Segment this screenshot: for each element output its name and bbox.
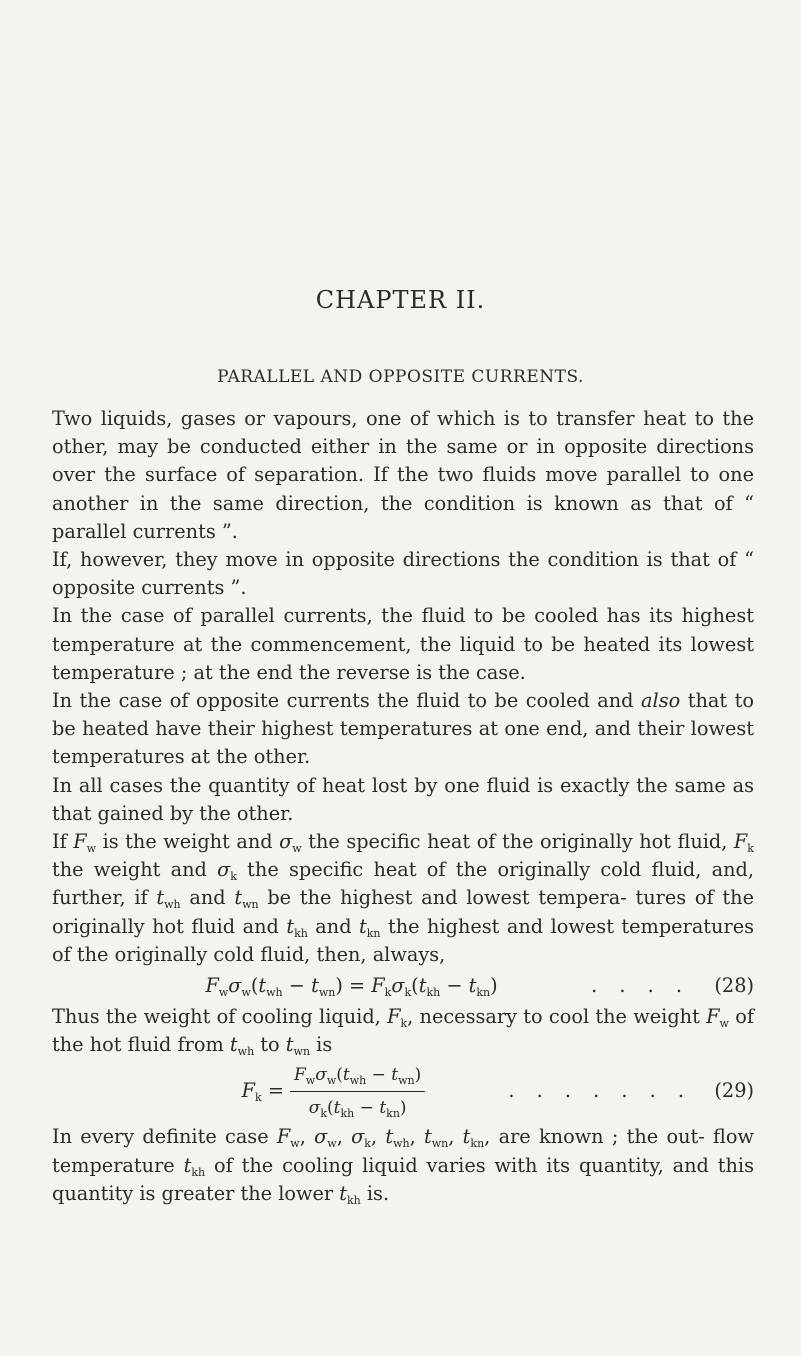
equation-29-fraction — [290, 1061, 425, 1122]
p6-seg: and — [180, 886, 235, 910]
p7-seg: of the hot fluid from — [52, 1005, 754, 1057]
p6-seg: and — [307, 914, 360, 938]
equation-28-dots: . . . . — [591, 973, 690, 997]
p7-seg: , necessary to cool the weight — [407, 1005, 707, 1029]
paragraph-6: If $F_w$ is the weight and $\sigma_w$ the specific heat of the originally hot fluid, $F_k$ the weight and $\sigma_k$ the specific heat of the originally cold fluid, and, further, if $t_{wh}$ and $t_{wn}$ be the highest and lowest tempera- tures of the originally hot fluid and $t_{kh}$ and $t_{kn}$ the highest and lowest temperatures of the originally cold fluid, then, always, — [52, 830, 755, 966]
p8-seg: In every definite case — [52, 1125, 277, 1149]
paragraph-4-text-b: that to be heated have their highest temperatures at one end, and their lowest temperatures at the other. — [52, 689, 754, 769]
equation-29-number: (29) — [714, 1079, 754, 1103]
equation-28-formula: $F_w\sigma_w(t_{wh} - t_{wn}) = F_k\sigma_k(t_{kh} - t_{kn})$ — [205, 973, 498, 999]
p7-seg: to — [254, 1033, 286, 1057]
p7-seg: Thus the weight of cooling liquid, — [52, 1005, 388, 1029]
equation-28 — [52, 969, 754, 1003]
section-title: PARALLEL AND OPPOSITE CURRENTS. — [217, 367, 584, 387]
paragraph-5-text: In all cases the quantity of heat lost by one fluid is exactly the same as that gained by the other. — [52, 773, 754, 825]
p8-seg: is. — [360, 1181, 390, 1205]
p6-seg: the highest and lowest temperatures of the originally cold fluid, then, always, — [52, 914, 754, 966]
equation-28-number: (28) — [714, 973, 754, 997]
equation-29-denominator: $\sigma_k(t_{kh} - t_{kn})$ — [308, 1097, 407, 1120]
paragraph-4-text-a: In the case of opposite currents the fluid to be cooled and — [52, 689, 642, 713]
p6-seg: be the highest and lowest tempera- tures of the originally hot fluid and — [52, 886, 754, 938]
paragraph-2-text: If, however, they move in opposite directions the condition is that of “ opposite currents ”. — [52, 548, 754, 600]
p7-seg: is — [310, 1033, 333, 1057]
paragraph-4-emphasis: also — [641, 689, 681, 713]
paragraph-3-text: In the case of parallel currents, the fluid to be cooled has its highest temperature at the commencement, the liquid to be heated its lowest temperature ; at the end the reverse is the case. — [52, 604, 754, 684]
paragraph-2 — [52, 546, 754, 602]
p6-seg: the weight and — [52, 858, 218, 882]
equation-29-dots: . . . . . . . — [508, 1079, 692, 1103]
paragraph-8: In every definite case $F_w$, $\sigma_w$, $\sigma_k$, $t_{wh}$, $t_{wn}$, $t_{kn}$, are known ; the out- flow temperature $t_{kh}$ of the cooling liquid varies with its quantity, and this quantity is greater the lower $t_{kh}$ is. — [52, 1125, 755, 1207]
chapter-title: CHAPTER II. — [315, 286, 486, 314]
p6-seg: If — [52, 830, 74, 854]
p8-seg: of the cooling liquid varies with its quantity, and this quantity is greater the lower — [52, 1153, 754, 1205]
paragraph-1 — [52, 405, 754, 546]
paragraph-3 — [52, 602, 754, 687]
paragraph-1-text: Two liquids, gases or vapours, one of which is to transfer heat to the other, may be conducted either in the same or in opposite directions over the surface of separation. If the two fluids move parallel to one another in the same direction, the condition is known as that of “ parallel currents ”. — [52, 407, 754, 543]
equation-29-lhs: $F_k$ = — [241, 1079, 284, 1105]
body-text — [52, 405, 754, 1208]
paragraph-7: Thus the weight of cooling liquid, $F_k$, necessary to cool the weight $F_w$ of the hot fluid from $t_{wh}$ to $t_{wn}$ is — [52, 1005, 754, 1059]
paragraph-5 — [52, 772, 754, 828]
p8-seg: are known ; the out- flow temperature — [52, 1125, 755, 1177]
p6-seg: is the weight and — [96, 830, 280, 854]
p6-seg: the specific heat of the originally hot fluid, — [301, 830, 734, 854]
equation-29 — [52, 1059, 754, 1123]
paragraph-4 — [52, 687, 754, 772]
p6-seg: the specific heat of the originally cold fluid, and, further, if — [52, 858, 755, 910]
equation-29-numerator: $F_w\sigma_w(t_{wh} - t_{wn})$ — [290, 1061, 425, 1092]
